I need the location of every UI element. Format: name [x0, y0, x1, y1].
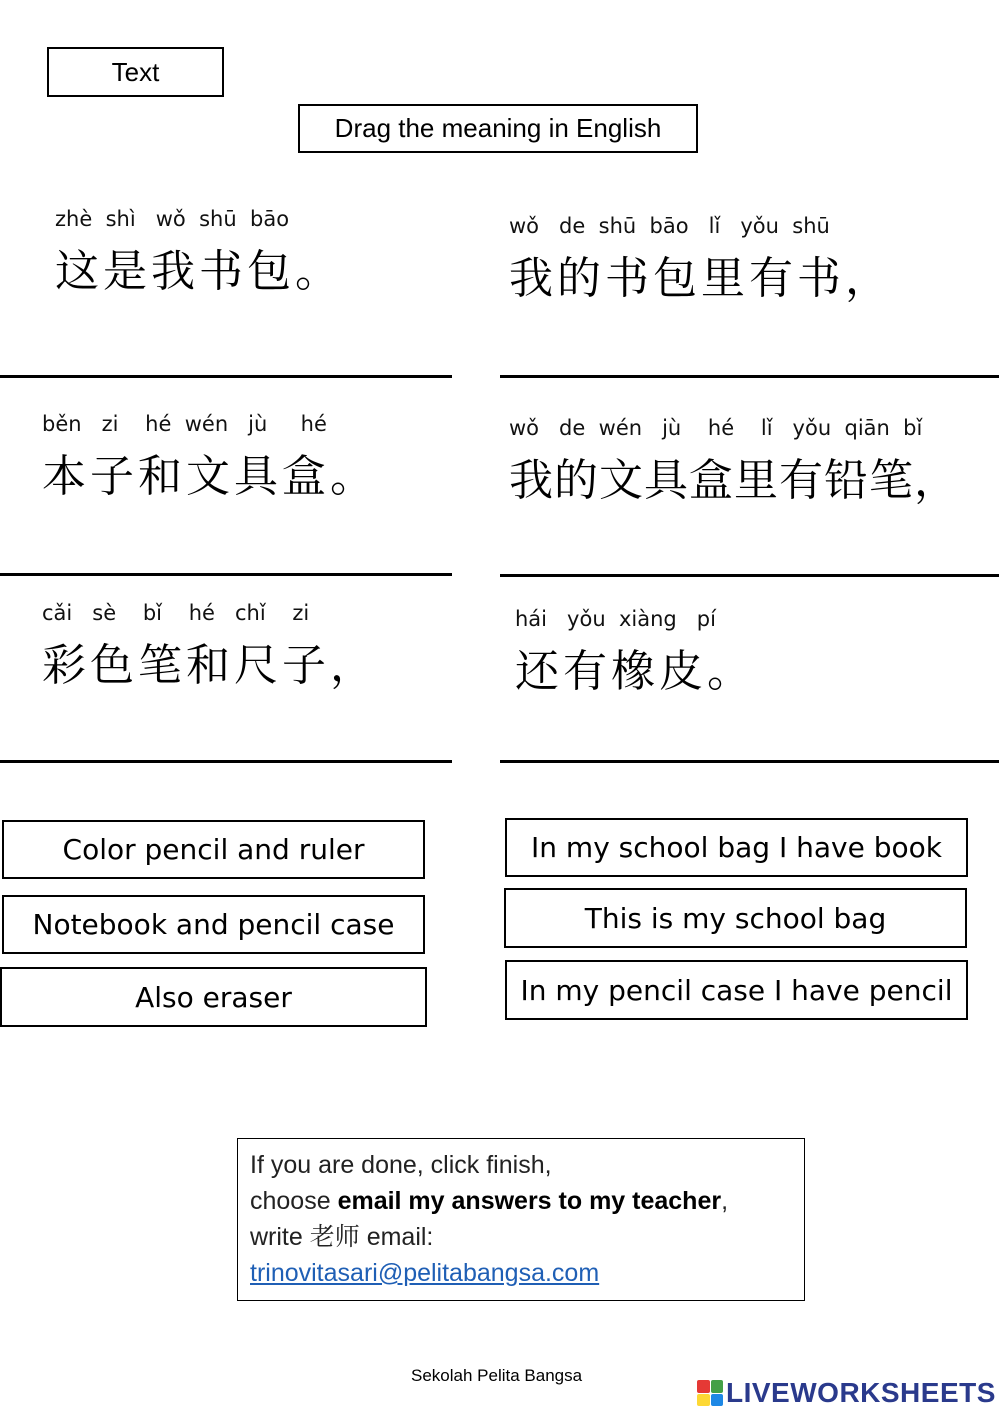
hanzi-4: 我的文具盒里有铅笔， [509, 455, 959, 506]
drop-zone-6[interactable] [500, 760, 999, 763]
instructions-line-1: If you are done, click finish, [250, 1151, 552, 1179]
hanzi-6: 还有橡皮。 [515, 646, 755, 697]
drop-zone-5[interactable] [0, 760, 452, 763]
card-label: Also eraser [135, 980, 292, 1014]
liveworksheets-brand[interactable] [697, 1376, 996, 1410]
instructions-email-answers: email my answers to my teacher [337, 1187, 722, 1215]
hanzi-1: 这是我书包。 [55, 246, 343, 297]
card-label: This is my school bag [584, 901, 887, 935]
card-label: Color pencil and ruler [62, 833, 365, 866]
logo-square-red [697, 1380, 710, 1393]
hanzi-5: 彩色笔和尺子， [42, 640, 378, 691]
pinyin-2: wǒ de shū bāo lǐ yǒu shū [509, 214, 830, 238]
liveworksheets-wordmark: LIVEWORKSHEETS [726, 1377, 996, 1408]
pinyin-6: hái yǒu xiàng pí [515, 607, 716, 631]
instructions-box [237, 1138, 805, 1301]
footer-school-name: Sekolah Pelita Bangsa [411, 1366, 583, 1385]
card-this-is-my-school-bag[interactable] [504, 888, 967, 948]
pinyin-3: běn zi hé wén jù hé [42, 412, 327, 436]
card-in-my-school-bag[interactable] [505, 818, 968, 877]
card-also-eraser[interactable] [0, 967, 427, 1027]
hanzi-2: 我的书包里有书， [509, 253, 893, 304]
instruction-title-box [298, 104, 698, 153]
drop-zone-4[interactable] [500, 574, 999, 577]
instructions-line-2-prefix: choose [250, 1187, 338, 1215]
logo-square-green [711, 1380, 724, 1393]
instructions-teacher: 老师 [309, 1222, 360, 1251]
instruction-title: Drag the meaning in English [334, 113, 662, 143]
text-label-box [47, 47, 224, 97]
instructions-line-4 [250, 1255, 792, 1291]
pinyin-5: cǎi sè bǐ hé chǐ zi [42, 601, 310, 625]
logo-square-blue [711, 1394, 724, 1407]
pinyin-1: zhè shì wǒ shū bāo [55, 207, 290, 231]
instructions-line-3-prefix: write [250, 1223, 310, 1251]
card-notebook-and-pencil-case[interactable] [2, 895, 425, 954]
pinyin-4: wǒ de wén jù hé lǐ yǒu qiān bǐ [509, 416, 923, 440]
instructions-line-3 [250, 1219, 792, 1255]
instructions-line-2-suffix: , [721, 1187, 729, 1215]
teacher-email-link[interactable]: trinovitasari@pelitabangsa.com [250, 1259, 600, 1287]
drop-zone-3[interactable] [0, 573, 452, 576]
card-label: In my pencil case I have pencil [520, 973, 953, 1007]
instructions-line-2 [250, 1183, 792, 1219]
card-label: Notebook and pencil case [32, 908, 395, 941]
liveworksheets-logo-icon [697, 1380, 723, 1406]
hanzi-3: 本子和文具盒。 [42, 451, 378, 502]
card-color-pencil-and-ruler[interactable] [2, 820, 425, 879]
logo-square-yellow [697, 1394, 710, 1407]
drop-zone-2[interactable] [500, 375, 999, 378]
card-label: In my school bag I have book [531, 831, 942, 864]
instructions-line-3-suffix: email: [359, 1223, 434, 1251]
drop-zone-1[interactable] [0, 375, 452, 378]
card-in-my-pencil-case[interactable] [505, 960, 968, 1020]
text-label: Text [111, 56, 160, 87]
